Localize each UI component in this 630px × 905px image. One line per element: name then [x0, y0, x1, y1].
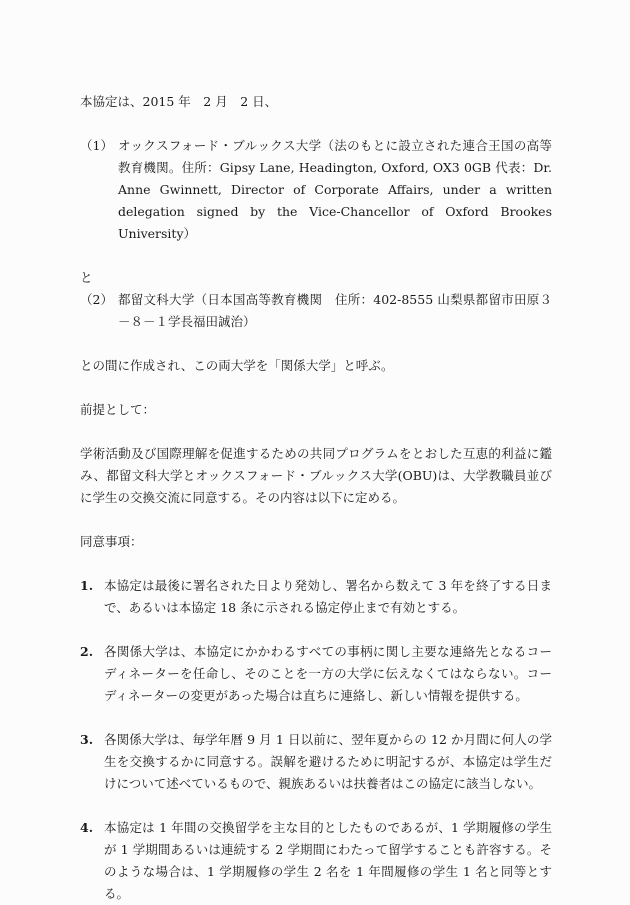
clause-4 [80, 817, 552, 905]
clause-4-number: 4. [80, 820, 94, 835]
party-1-number: （1） [80, 138, 113, 153]
intro-date-line: 本協定は、2015 年 2 月 2 日、 [80, 94, 278, 109]
premise-heading: 前提として： [80, 402, 156, 417]
agreement-heading: 同意事項： [80, 534, 143, 549]
clause-4-text: 本協定は 1 年間の交換留学を主な目的としたものであるが、1 学期履修の学生が 1 学期間あるいは連続する 2 学期間にわたって留学することも許容する。そのような場合は、1 学期履修の学生 2 名を 1 年間履修の学生 1 名と同等とする。 [104, 820, 552, 901]
document-page [80, 91, 552, 905]
party-1-text: オックスフォード・ブルックス大学（法のもとに設立された連合王国の高等教育機関。住所：Gipsy Lane, Headington, Oxford, OX3 0GB 代表：Dr. Anne Gwinnett, Director of Corporate Affairs, under a written delegation signed by the Vice-Chancellor of Oxford Brookes University） [118, 138, 552, 241]
clause-1-number: 1. [80, 578, 94, 593]
party-2-text: 都留文科大学（日本国高等教育機関 住所：402-8555 山梨県都留市田原３－８－１学長福田誠治） [118, 292, 552, 329]
clause-1 [80, 575, 552, 619]
parties-closing: との間に作成され、この両大学を「関係大学」と呼ぶ。 [80, 358, 394, 373]
clause-2 [80, 641, 552, 707]
clause-2-number: 2. [80, 644, 94, 659]
clause-3-text: 各関係大学は、毎学年暦 9 月 1 日以前に、翌年夏からの 12 か月間に何人の学生を交換するかに同意する。誤解を避けるために明記するが、本協定は学生だけについて述べているもので、親族あるいは扶養者はこの協定に該当しない。 [104, 732, 552, 791]
clause-3-number: 3. [80, 732, 94, 747]
clause-3 [80, 729, 552, 795]
party-1 [80, 135, 552, 245]
party-2-number: （2） [80, 292, 113, 307]
clause-1-text: 本協定は最後に署名された日より発効し、署名から数えて 3 年を終了する日まで、あるいは本協定 18 条に示される協定停止まで有効とする。 [104, 578, 552, 615]
clause-2-text: 各関係大学は、本協定にかかわるすべての事柄に関し主要な連絡先となるコーディネーターを任命し、そのことを一方の大学に伝えなくてはならない。コーディネーターの変更があった場合は直ちに連絡し、新しい情報を提供する。 [104, 644, 552, 703]
party-2 [80, 289, 552, 333]
premise-text: 学術活動及び国際理解を促進するための共同プログラムをとおした互恵的利益に鑑み、都留文科大学とオックスフォード・ブルックス大学(OBU)は、大学教職員並びに学生の交換交流に同意する。その内容は以下に定める。 [80, 446, 552, 505]
conjunction: と [80, 270, 93, 285]
